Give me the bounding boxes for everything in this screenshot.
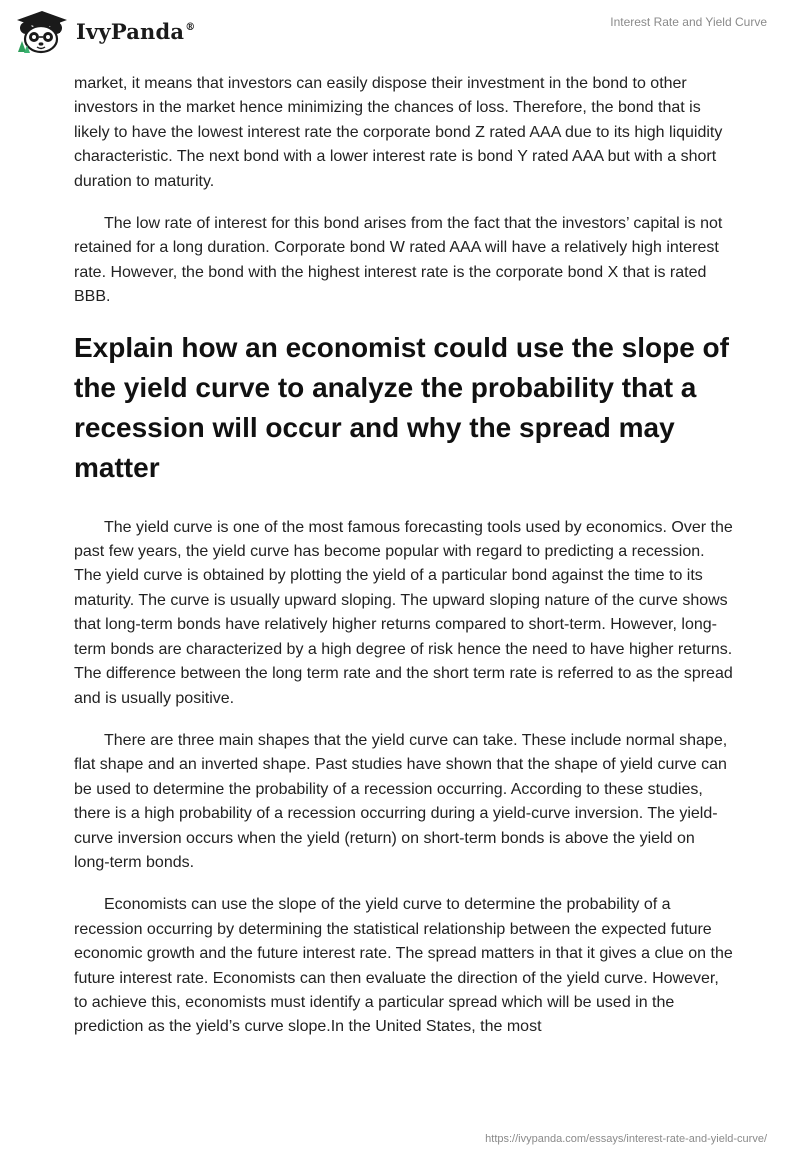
paragraph: Economists can use the slope of the yield curve to determine the probability of a recession occurring by determining the statistical relationship between the expected future economic growth and the future interest rate. The spread matters in that it gives a clue on the future interest rate. Economists can then evaluate the direction of the yield curve. However, to achieve this, economists must identify a particular spread which will be used in the prediction as the yield’s curve slope.In the United States, the most (74, 896, 733, 1036)
brand-logo[interactable] (14, 8, 195, 54)
paragraph: The low rate of interest for this bond arises from the fact that the investors’ capital is not retained for a long duration. Corporate bond W rated AAA will have a relatively high interest rate. However, the bond with the highest interest rate is the corporate bond X that is rated BBB. (74, 215, 723, 306)
source-url[interactable]: https://ivypanda.com/essays/interest-rate-and-yield-curve/ (485, 1133, 767, 1145)
article-body (74, 72, 734, 1058)
document-title: Interest Rate and Yield Curve (610, 15, 767, 29)
panda-graduate-icon (14, 8, 70, 54)
page-header (0, 0, 800, 70)
paragraph-continued: market, it means that investors can easily dispose their investment in the bond to other investors in the market hence minimizing the chances of loss. Therefore, the bond that is likely to have the lowest interest rate the corporate bond Z rated AAA due to its high liquidity characteristic. The next bond with a lower interest rate is bond Y rated AAA but with a short duration to maturity. (74, 75, 723, 190)
brand-name: IvyPanda® (76, 18, 196, 44)
registered-mark: ® (185, 21, 196, 33)
section-heading: Explain how an economist could use the slope of the yield curve to analyze the probability that a recession will occur and why the spread may matter (74, 331, 729, 483)
paragraph: The yield curve is one of the most famous forecasting tools used by economics. Over the past few years, the yield curve has become popular with regard to predicting a recession. The yield curve is obtained by plotting the yield of a particular bond against the time to its maturity. The curve is usually upward sloping. The upward sloping nature of the curve shows that long-term bonds have relatively higher returns compared to short-term. However, long-term bonds are characterized by a high degree of risk hence the need to have higher returns. The difference between the long term rate and the short term rate is referred to as the spread and is usually positive. (74, 518, 733, 707)
paragraph: There are three main shapes that the yield curve can take. These include normal shape, flat shape and an inverted shape. Past studies have shown that the shape of yield curve can be used to determine the probability of a recession occurring. According to these studies, there is a high probability of a recession occurring during a yield-curve inversion. The yield-curve inversion occurs when the yield (return) on short-term bonds is above the yield on long-term bonds. (74, 731, 728, 871)
